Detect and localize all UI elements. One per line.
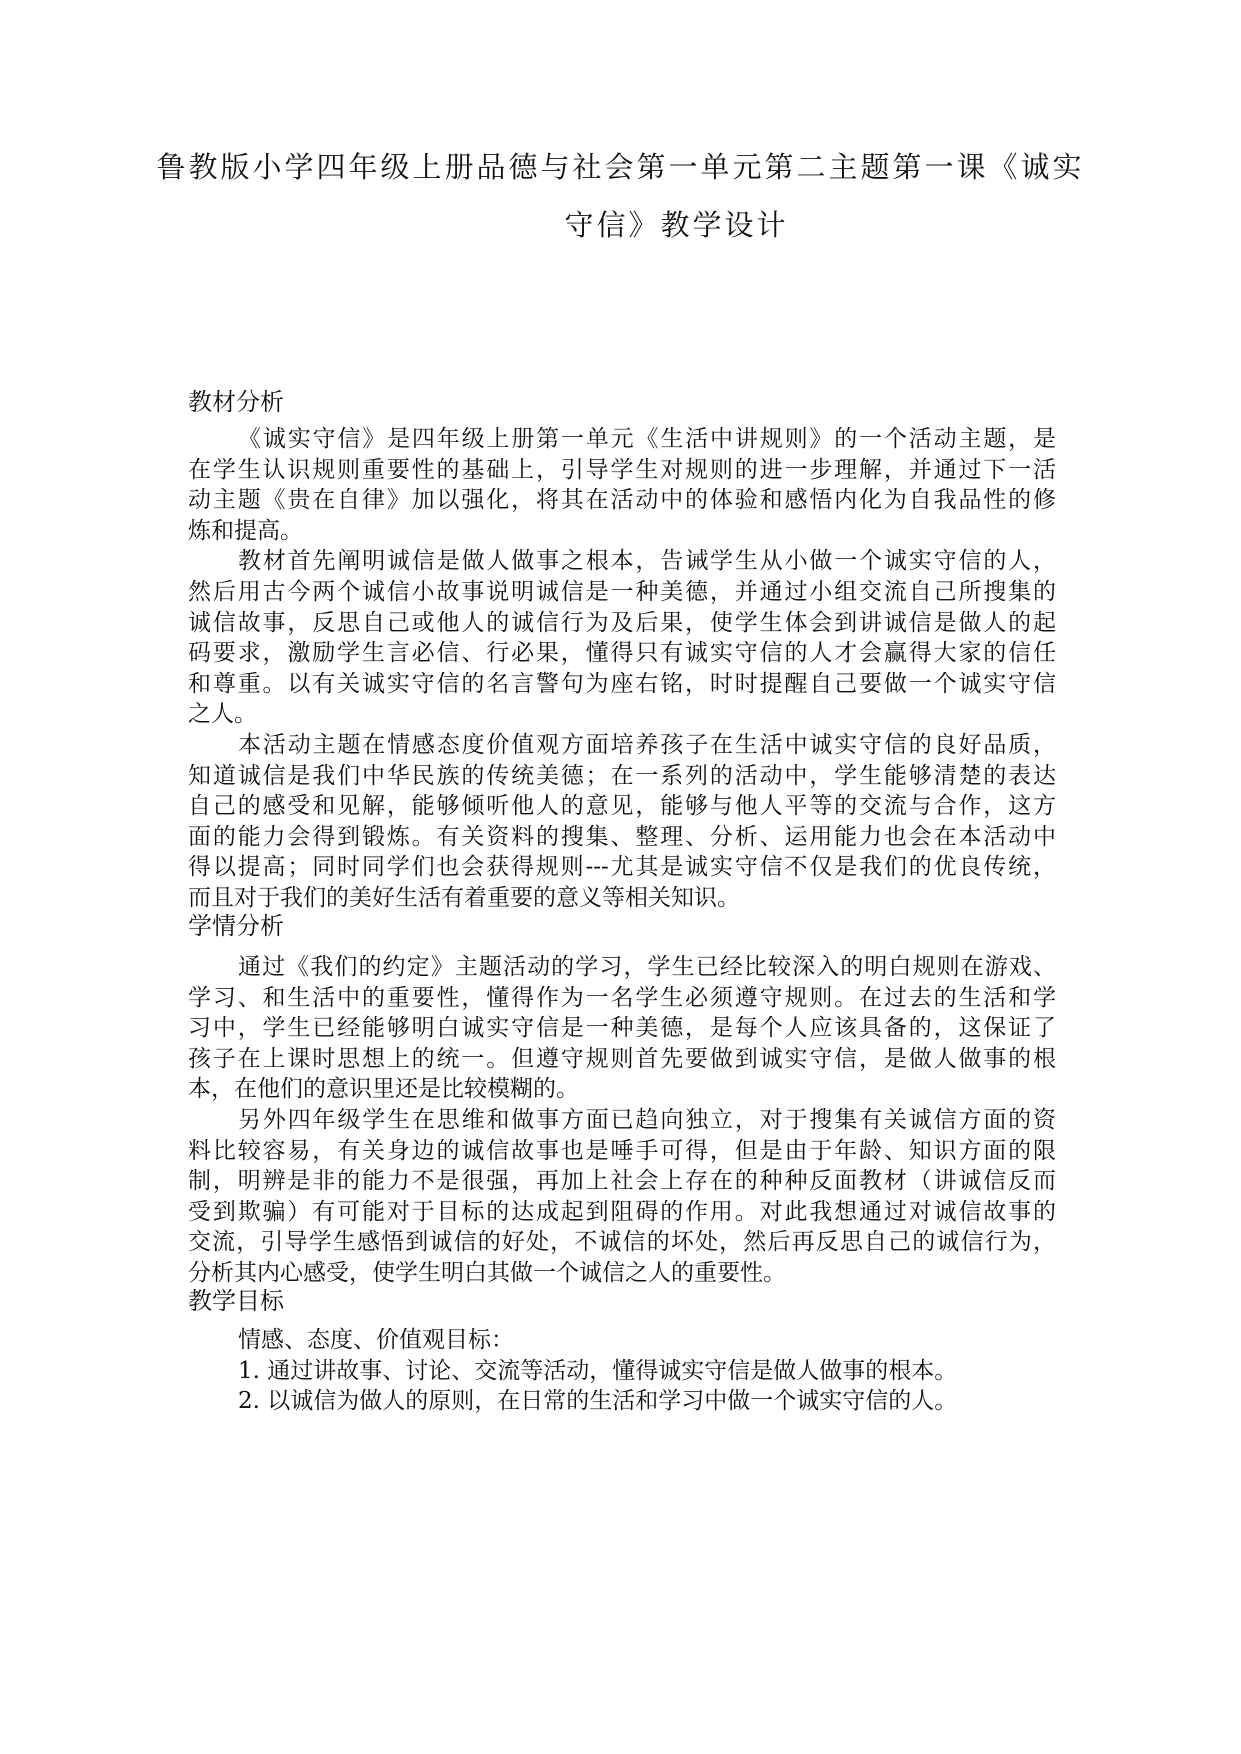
paragraph-line: 面的能力会得到锻炼。有关资料的搜集、整理、分析、运用能力也会在本活动中	[188, 823, 1056, 850]
paragraph-line: 诚信故事，反思自己或他人的诚信行为及后果，使学生体会到讲诚信是做人的起	[188, 609, 1056, 636]
paragraph-line: 炼和提高。	[188, 517, 303, 544]
paragraph-line: 分析其内心感受，使学生明白其做一个诚信之人的重要性。	[188, 1259, 786, 1286]
paragraph-line: 孩子在上课时思想上的统一。但遵守规则首先要做到诚实守信，是做人做事的根	[188, 1045, 1056, 1072]
section-heading-teaching-goals: 教学目标	[188, 1287, 284, 1315]
paragraph-line: 受到欺骗）有可能对于目标的达成起到阻碍的作用。对此我想通过对诚信故事的	[188, 1198, 1056, 1225]
paragraph-line: 自己的感受和见解，能够倾听他人的意见，能够与他人平等的交流与合作，这方	[188, 793, 1056, 820]
paragraph	[188, 1105, 1056, 1289]
paragraph	[188, 1386, 1056, 1417]
paragraph-line: 本，在他们的意识里还是比较模糊的。	[188, 1076, 579, 1103]
paragraph-line: 通过《我们的约定》主题活动的学习，学生已经比较深入的明白规则在游戏、	[238, 954, 1056, 980]
paragraph-line: 知道诚信是我们中华民族的传统美德；在一系列的活动中，学生能够清楚的表达	[188, 762, 1056, 789]
paragraph	[188, 1325, 1056, 1356]
paragraph	[188, 730, 1056, 914]
paragraph-line: 得以提高；同时同学们也会获得规则---尤其是诚实守信不仅是我们的优良传统，	[188, 854, 1056, 881]
paragraph-line: 码要求，激励学生言必信、行必果，懂得只有诚实守信的人才会赢得大家的信任	[188, 640, 1056, 667]
paragraph-line: 另外四年级学生在思维和做事方面已趋向独立，对于搜集有关诚信方面的资	[238, 1106, 1056, 1133]
paragraph-line: 料比较容易，有关身边的诚信故事也是唾手可得，但是由于年龄、知识方面的限	[188, 1137, 1056, 1164]
paragraph-line: 制，明辨是非的能力不是很强，再加上社会上存在的种种反面教材（讲诚信反而	[188, 1168, 1056, 1195]
document-title-line-1: 鲁教版小学四年级上册品德与社会第一单元第二主题第一课《诚实	[156, 150, 1085, 184]
section-heading-student-analysis: 学情分析	[188, 912, 284, 940]
paragraph-line: 动主题《贵在自律》加以强化，将其在活动中的体验和感悟内化为自我品性的修	[188, 487, 1056, 514]
paragraph-line: 《诚实守信》是四年级上册第一单元《生活中讲规则》的一个活动主题，是	[238, 426, 1056, 452]
paragraph-line: 之人。	[188, 701, 257, 728]
paragraph	[188, 424, 1056, 546]
section-body-textbook-analysis	[188, 424, 1056, 914]
paragraph-line: 交流，引导学生感悟到诚信的好处，不诚信的坏处，然后再反思自己的诚信行为，	[188, 1229, 1056, 1256]
paragraph-line: 情感、态度、价值观目标：	[238, 1327, 514, 1353]
paragraph-line: 1. 通过讲故事、讨论、交流等活动，懂得诚实守信是做人做事的根本。	[238, 1357, 958, 1384]
paragraph	[188, 952, 1056, 1105]
section-heading-textbook-analysis: 教材分析	[188, 388, 284, 416]
paragraph-line: 教材首先阐明诚信是做人做事之根本，告诫学生从小做一个诚实守信的人，	[238, 548, 1056, 575]
paragraph-line: 在学生认识规则重要性的基础上，引导学生对规则的进一步理解，并通过下一活	[188, 456, 1056, 483]
paragraph-line: 本活动主题在情感态度价值观方面培养孩子在生活中诚实守信的良好品质，	[238, 731, 1056, 758]
section-body-student-analysis	[188, 952, 1056, 1289]
paragraph-line: 而且对于我们的美好生活有着重要的意义等相关知识。	[188, 884, 740, 911]
paragraph	[188, 1356, 1056, 1387]
document-title-line-2: 守信》教学设计	[564, 208, 789, 242]
paragraph-line: 和尊重。以有关诚实守信的名言警句为座右铭，时时提醒自己要做一个诚实守信	[188, 670, 1056, 697]
paragraph	[188, 546, 1056, 730]
paragraph-line: 学习、和生活中的重要性，懂得作为一名学生必须遵守规则。在过去的生活和学	[188, 984, 1056, 1011]
paragraph-line: 2. 以诚信为做人的原则，在日常的生活和学习中做一个诚实守信的人。	[238, 1388, 958, 1415]
paragraph-line: 然后用古今两个诚信小故事说明诚信是一种美德，并通过小组交流自己所搜集的	[188, 578, 1056, 605]
section-body-teaching-goals	[188, 1325, 1056, 1417]
paragraph-line: 习中，学生已经能够明白诚实守信是一种美德，是每个人应该具备的，这保证了	[188, 1015, 1056, 1042]
